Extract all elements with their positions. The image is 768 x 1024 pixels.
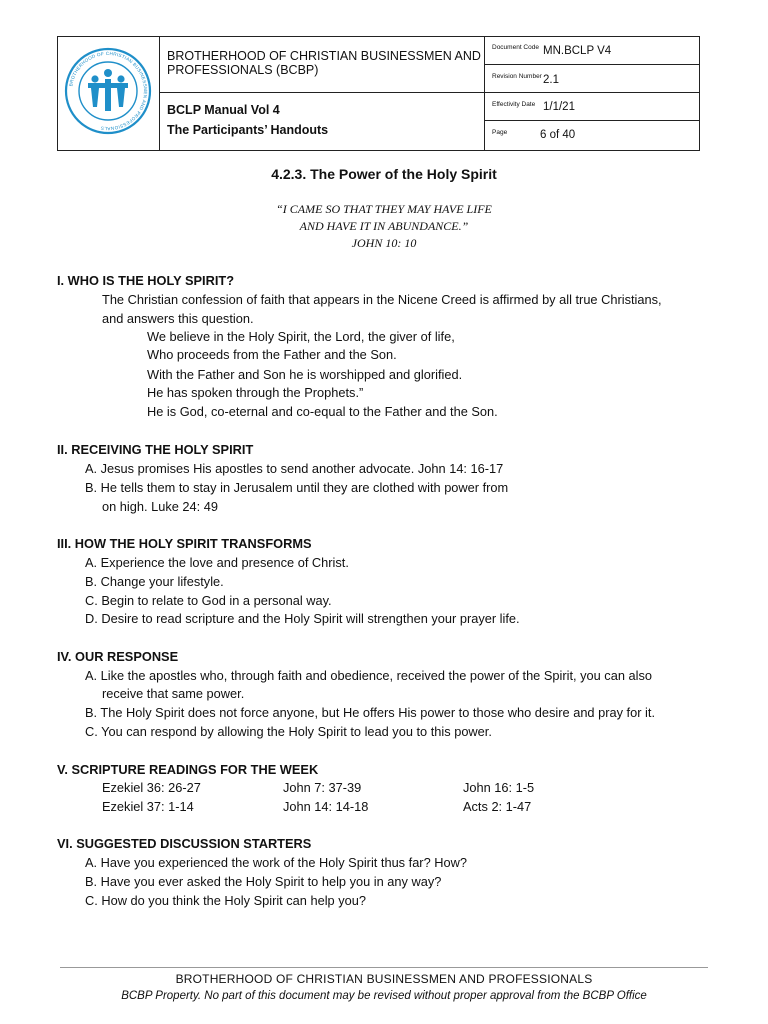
list-item: A. Have you experienced the work of the Holy Spirit thus far? How?: [85, 855, 467, 870]
list-item: C. How do you think the Holy Spirit can help you?: [85, 893, 366, 908]
list-item: A. Like the apostles who, through faith and obedience, received the power of the Spirit, you can also: [85, 668, 652, 683]
list-item: C. You can respond by allowing the Holy Spirit to lead you to this power.: [85, 724, 492, 739]
reading: John 16: 1-5: [463, 780, 535, 795]
list-item-cont: receive that same power.: [102, 686, 245, 701]
reading: Ezekiel 37: 1-14: [102, 799, 194, 814]
doc-code: MN.BCLP V4: [543, 45, 612, 57]
document-header-table: [57, 36, 700, 151]
org-name: BROTHERHOOD OF CHRISTIAN BUSINESSMEN AND PROFESSIONALS (BCBP): [167, 49, 481, 77]
creed-line: He is God, co-eternal and co-equal to the Father and the Son.: [147, 404, 498, 419]
creed-line: Who proceeds from the Father and the Son.: [147, 347, 397, 362]
creed-line: He has spoken through the Prophets.”: [147, 385, 364, 400]
page-title: 4.2.3. The Power of the Holy Spirit: [271, 166, 497, 182]
list-item: A. Jesus promises His apostles to send another advocate. John 14: 16-17: [85, 461, 504, 476]
doc-meta: [485, 37, 699, 150]
reading: John 14: 14-18: [283, 799, 369, 814]
section-2-heading: II. RECEIVING THE HOLY SPIRIT: [57, 442, 254, 457]
list-item: B. The Holy Spirit does not force anyone, but He offers His power to those who desire and pray for it.: [85, 705, 655, 720]
section-1-intro: The Christian confession of faith that appears in the Nicene Creed is affirmed by all true Christians,: [102, 292, 662, 307]
page-number: 6 of 40: [540, 129, 576, 141]
quote-reference: JOHN 10: 10: [351, 236, 417, 250]
revision-number: 2.1: [543, 74, 559, 86]
list-item: A. Experience the love and presence of Christ.: [85, 555, 349, 570]
page-label: Page: [492, 129, 508, 136]
footer-org: BROTHERHOOD OF CHRISTIAN BUSINESSMEN AND PROFESSIONALS: [175, 972, 593, 986]
effectivity-label: Effectivity Date: [492, 101, 536, 108]
section-1-intro-cont: and answers this question.: [102, 311, 254, 326]
doc-code-label: Document Code: [492, 44, 539, 51]
footer-rule: [60, 967, 708, 968]
section-6-heading: VI. SUGGESTED DISCUSSION STARTERS: [57, 836, 312, 851]
list-item: B. He tells them to stay in Jerusalem until they are clothed with power from: [85, 480, 509, 495]
creed-line: We believe in the Holy Spirit, the Lord, the giver of life,: [147, 329, 455, 344]
org-cell: [160, 37, 484, 93]
section-5-heading: V. SCRIPTURE READINGS FOR THE WEEK: [57, 762, 319, 777]
reading: Ezekiel 36: 26-27: [102, 780, 201, 795]
list-item: B. Have you ever asked the Holy Spirit to help you in any way?: [85, 874, 442, 889]
section-4-heading: IV. OUR RESPONSE: [57, 649, 179, 664]
quote-line-2: AND HAVE IT IN ABUNDANCE.”: [299, 219, 469, 233]
list-item: D. Desire to read scripture and the Holy Spirit will strengthen your prayer life.: [85, 611, 520, 626]
quote-line-1: “I CAME SO THAT THEY MAY HAVE LIFE: [276, 202, 492, 216]
list-item: B. Change your lifestyle.: [85, 574, 224, 589]
section-3-heading: III. HOW THE HOLY SPIRIT TRANSFORMS: [57, 536, 312, 551]
manual-title: BCLP Manual Vol 4: [167, 103, 280, 117]
manual-subtitle: The Participants’ Handouts: [167, 123, 329, 137]
revision-label: Revision Number: [492, 73, 542, 80]
list-item: C. Begin to relate to God in a personal way.: [85, 593, 332, 608]
list-item-cont: on high. Luke 24: 49: [102, 499, 218, 514]
section-1-heading: I. WHO IS THE HOLY SPIRIT?: [57, 273, 235, 288]
reading: Acts 2: 1-47: [463, 799, 532, 814]
effectivity-date: 1/1/21: [543, 101, 575, 113]
reading: John 7: 37-39: [283, 780, 362, 795]
bcbp-logo: [58, 37, 158, 149]
logo-ring-text: BROTHERHOOD OF CHRISTIAN BUSINESSMEN AND PROFESSIONALS: [68, 50, 149, 132]
footer-notice: BCBP Property. No part of this document may be revised without proper approval from the BCBP Office: [121, 990, 647, 1002]
creed-line: With the Father and Son he is worshipped and glorified.: [147, 367, 463, 382]
logo-cell: [58, 37, 160, 150]
